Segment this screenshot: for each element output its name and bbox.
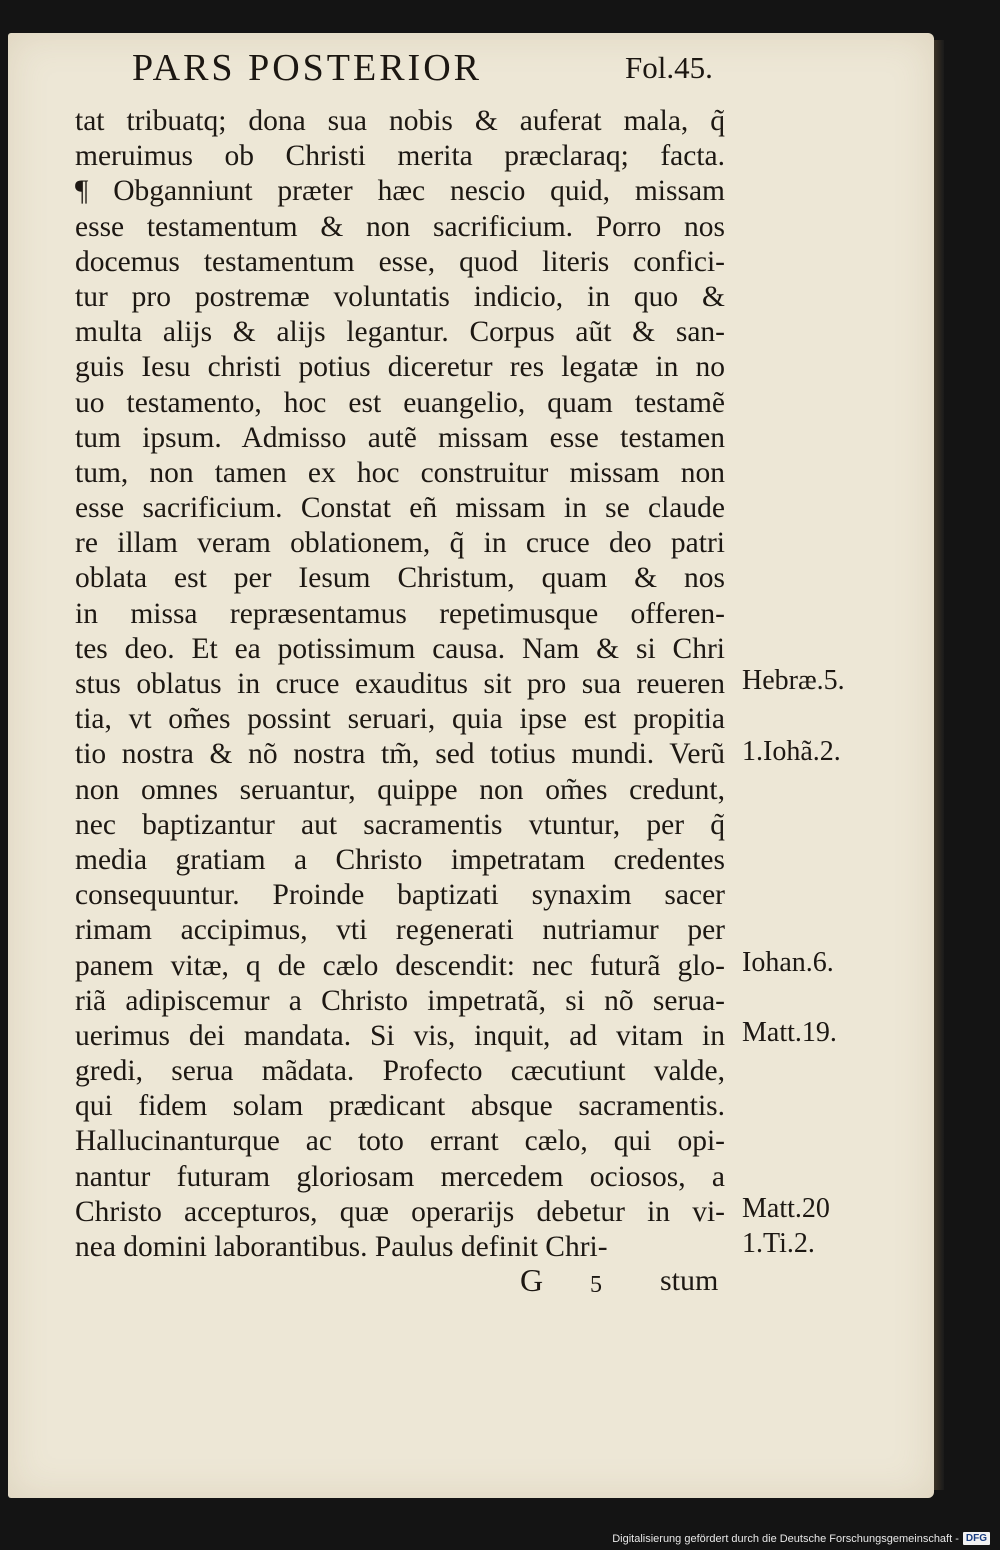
text-line: esse testamentum & non sacrificium. Porro nos	[75, 210, 725, 243]
text-line: oblata est per Iesum Christum, quam & nos	[75, 562, 725, 595]
text-line: Christo accepturos, quæ operarijs debetur in vi-	[75, 1195, 725, 1228]
text-line: panem vitæ, q de cælo descendit: nec futurã glo-	[75, 949, 725, 982]
text-line: media gratiam a Christo impetratam credentes	[75, 843, 725, 876]
text-line: non omnes seruantur, quippe non om̃es credunt,	[75, 773, 725, 806]
text-line: meruimus ob Christi merita præclaraq; facta.	[75, 140, 725, 173]
text-line: re illam veram oblationem, q̃ in cruce deo patri	[75, 527, 725, 560]
text-line: nantur futuram gloriosam mercedem ociosos, a	[75, 1160, 725, 1193]
text-line: riã adipiscemur a Christo impetratã, si nõ serua-	[75, 984, 725, 1017]
text-line: tes deo. Et ea potissimum causa. Nam & si Chri	[75, 632, 725, 665]
margin-note: Hebræ.5.	[742, 665, 845, 697]
text-line: multa alijs & alijs legantur. Corpus aũt & san-	[75, 316, 725, 349]
margin-note: Iohan.6.	[742, 946, 834, 978]
body-text	[75, 104, 725, 1265]
text-line: docemus testamentum esse, quod literis confici-	[75, 245, 725, 278]
credit-text: Digitalisierung gefördert durch die Deutsche Forschungsgemeinschaft -	[612, 1532, 959, 1545]
text-line: guis Iesu christi potius diceretur res legatæ in no	[75, 351, 725, 384]
text-line: stus oblatus in cruce exauditus sit pro sua reueren	[75, 668, 725, 700]
margin-note: Matt.19.	[742, 1017, 837, 1049]
text-line: Hallucinanturque ac toto errant cælo, qui opi-	[75, 1125, 725, 1158]
text-line: tia, vt om̃es possint seruari, quia ipse est propitia	[75, 703, 725, 736]
text-line: in missa repræsentamus repetimusque offeren-	[75, 597, 725, 630]
page-edge	[934, 40, 944, 1490]
text-line: tur pro postremæ voluntatis indicio, in quo &	[75, 280, 725, 313]
margin-note: Matt.20	[742, 1193, 830, 1225]
text-line: tat tribuatq; dona sua nobis & auferat mala, q̃	[75, 105, 725, 137]
text-line: nea domini laborantibus. Paulus definit Chri-	[75, 1231, 608, 1263]
text-line: uo testamento, hoc est euangelio, quam testamẽ	[75, 386, 725, 419]
running-head-title: PARS POSTERIOR	[132, 47, 482, 89]
text-line: tum, non tamen ex hoc construitur missam non	[75, 456, 725, 489]
dfg-logo: DFG	[963, 1532, 990, 1545]
text-line: ¶ Obganniunt præter hæc nescio quid, missam	[75, 175, 725, 208]
text-line: tio nostra & nõ nostra tm̃, sed totius mundi. Verũ	[75, 738, 725, 771]
catchword: stum	[660, 1264, 719, 1297]
text-line: esse sacrificium. Constat eñ missam in se claude	[75, 492, 725, 525]
digitization-credit	[612, 1532, 990, 1545]
text-line: nec baptizantur aut sacramentis vtuntur, per q̃	[75, 808, 725, 841]
text-line: tum ipsum. Admisso autẽ missam esse testamen	[75, 421, 725, 454]
text-line: uerimus dei mandata. Si vis, inquit, ad vitam in	[75, 1019, 725, 1052]
signature-letter: G	[520, 1262, 544, 1298]
signature-number: 5	[590, 1272, 602, 1298]
text-line: qui fidem solam prædicant absque sacramentis.	[75, 1090, 725, 1123]
margin-note: 1.Ti.2.	[742, 1228, 815, 1260]
folio-number: Fol.45.	[625, 50, 713, 85]
text-line: gredi, serua mãdata. Profecto cæcutiunt valde,	[75, 1055, 725, 1088]
text-line: consequuntur. Proinde baptizati synaxim sacer	[75, 879, 725, 912]
text-line: rimam accipimus, vti regenerati nutriamur per	[75, 914, 725, 947]
margin-note: 1.Iohã.2.	[742, 735, 841, 767]
